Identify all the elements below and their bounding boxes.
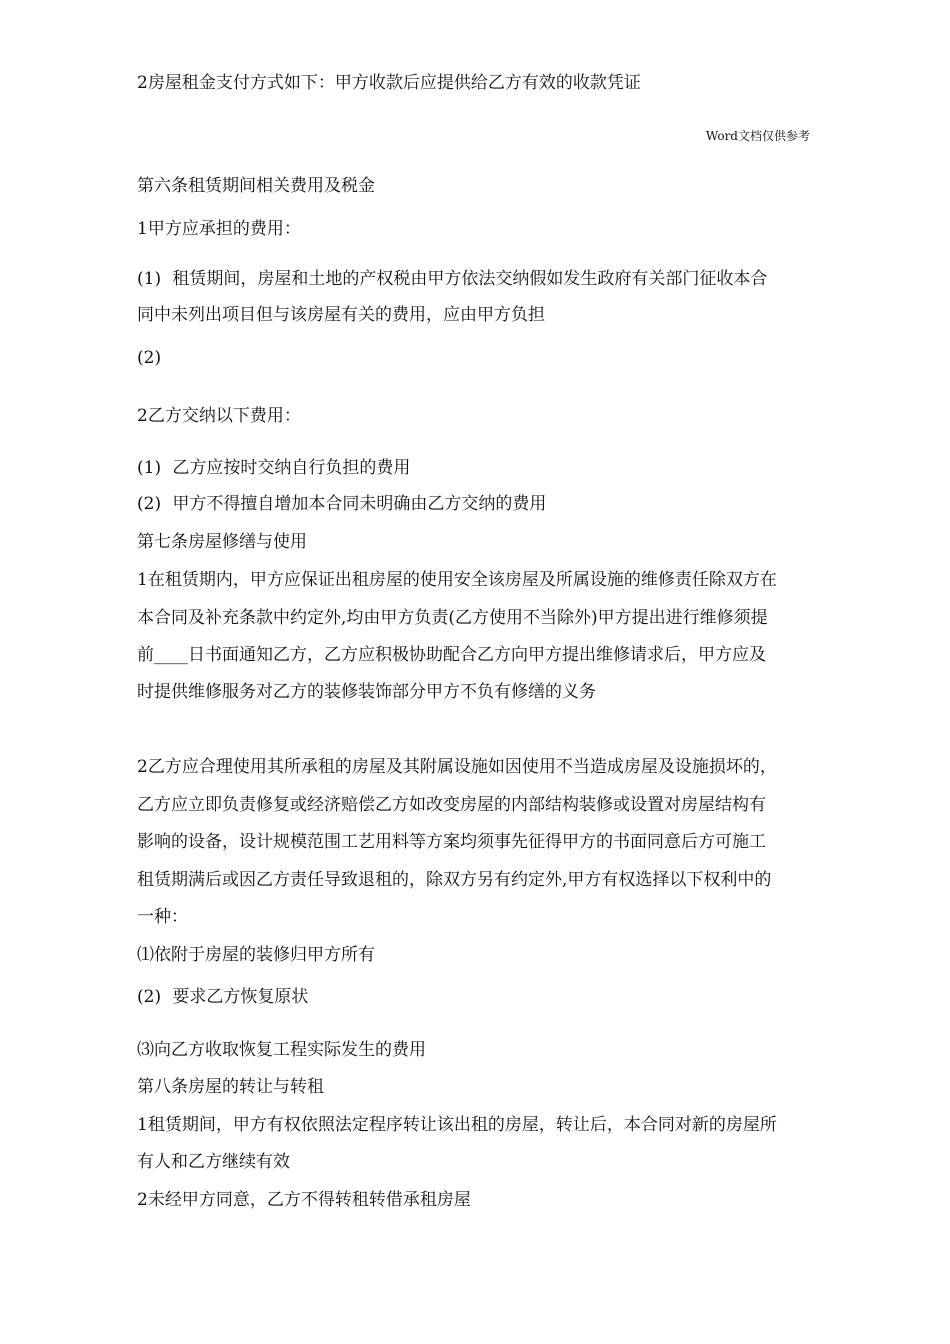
list-number: (1) xyxy=(137,458,162,478)
list-number: (2) xyxy=(137,987,162,1007)
watermark-note: Word文档仅供参考 xyxy=(705,129,810,143)
list-text: 租赁期间，房屋和土地的产权税由甲方依法交纳假如发生政府有关部门征收本合 xyxy=(172,269,768,289)
paragraph-line: 影响的设备，设计规模范围工艺用料等方案均须事先征得甲方的书面同意后方可施工 xyxy=(137,832,766,852)
paragraph-landlord-fees: 1甲方应承担的费用： xyxy=(137,219,301,239)
paragraph-line: 2乙方应合理使用其所承租的房屋及其附属设施如因使用不当造成房屋及设施损坏的， xyxy=(137,757,777,777)
article-7-heading: 第七条房屋修缮与使用 xyxy=(137,532,307,552)
paragraph-line: 本合同及补充条款中约定外,均由甲方负责(乙方使用不当除外)甲方提出进行维修须提 xyxy=(137,608,768,628)
article-8-heading: 第八条房屋的转让与转租 xyxy=(137,1077,324,1097)
paragraph-tenant-fees: 2乙方交纳以下费用： xyxy=(137,406,301,426)
list-item-2 xyxy=(137,494,546,514)
list-item-3: ⑶向乙方收取恢复工程实际发生的费用 xyxy=(137,1040,426,1060)
list-item-1 xyxy=(137,269,767,289)
list-item-2-empty: (2) xyxy=(137,348,162,368)
list-number: (1) xyxy=(137,269,162,289)
list-text: 乙方应按时交纳自行负担的费用 xyxy=(172,458,411,478)
paragraph-line: 一种： xyxy=(137,907,188,927)
paragraph-line: 1在租赁期内，甲方应保证出租房屋的使用安全该房屋及所属设施的维修责任除双方在 xyxy=(137,570,777,590)
paragraph-payment-method: 2房屋租金支付方式如下：甲方收款后应提供给乙方有效的收款凭证 xyxy=(137,73,641,93)
paragraph-line: 前____日书面通知乙方，乙方应积极协助配合乙方向甲方提出维修请求后，甲方应及 xyxy=(137,645,766,665)
paragraph-line: 1租赁期间，甲方有权依照法定程序转让该出租的房屋，转让后，本合同对新的房屋所 xyxy=(137,1115,777,1135)
list-item-1 xyxy=(137,458,410,478)
list-number: (2) xyxy=(137,494,162,514)
paragraph-line: 2未经甲方同意，乙方不得转租转借承租房屋 xyxy=(137,1190,471,1210)
article-6-heading: 第六条租赁期间相关费用及税金 xyxy=(137,176,375,196)
list-text: 要求乙方恢复原状 xyxy=(172,987,309,1007)
list-text: 甲方不得擅自增加本合同未明确由乙方交纳的费用 xyxy=(172,494,547,514)
paragraph-line: 乙方应立即负责修复或经济赔偿乙方如改变房屋的内部结构装修或设置对房屋结构有 xyxy=(137,795,766,815)
list-item-2 xyxy=(137,987,308,1007)
list-item-1: ⑴依附于房屋的装修归甲方所有 xyxy=(137,945,375,965)
paragraph-line: 租赁期满后或因乙方责任导致退租的，除双方另有约定外,甲方有权选择以下权利中的 xyxy=(137,870,772,890)
paragraph-line: 有人和乙方继续有效 xyxy=(137,1152,290,1172)
paragraph-line: 时提供维修服务对乙方的装修装饰部分甲方不负有修缮的义务 xyxy=(137,682,596,702)
paragraph-line: 同中未列出项目但与该房屋有关的费用，应由甲方负担 xyxy=(137,305,545,325)
